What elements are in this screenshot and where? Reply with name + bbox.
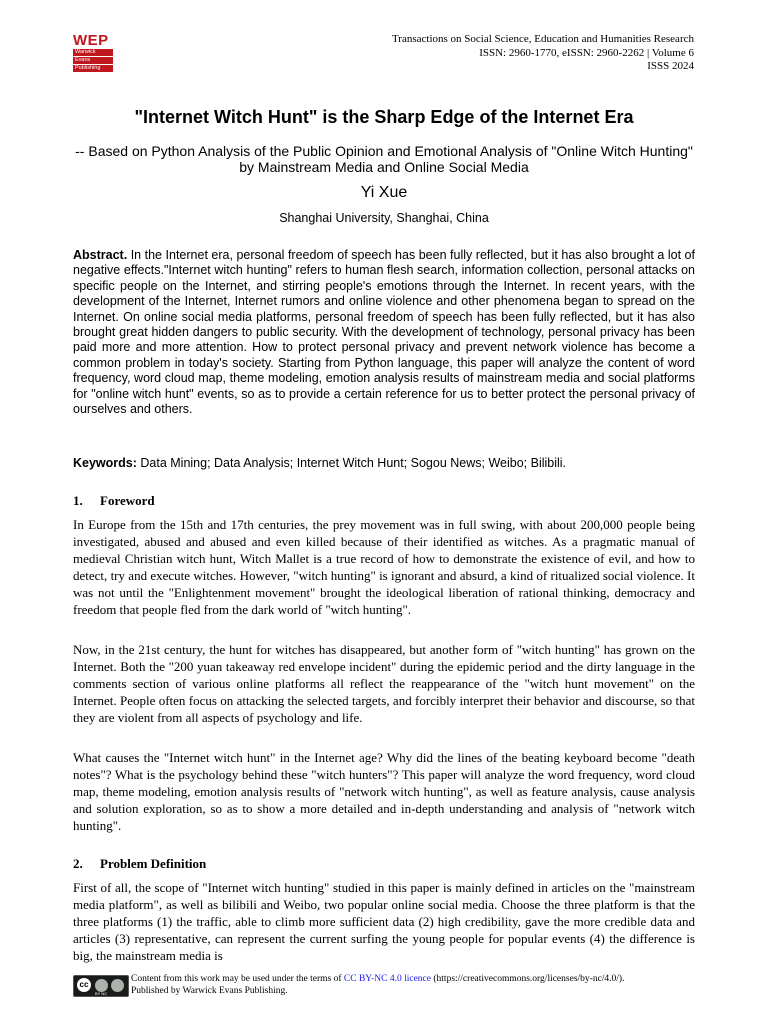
license-text-before: Content from this work may be used under the terms of [131, 974, 344, 984]
abstract [73, 248, 695, 417]
section-number: 2. [73, 856, 83, 871]
paragraph: Now, in the 21st century, the hunt for witches has disappeared, but another form of "witch hunting" has grown on the Internet. Both the "200 yuan takeaway red envelope incident" during the epidemic period and the dirty language in the comments section of various online platforms all reflect the reappearance of the "witch hunt movement" on the Internet. People often focus on attacking the selected targets, and forcibly interpret their behavior and discourse, so that they are violent from all aspects of psychology and life. [73, 642, 695, 725]
section-heading-problem-definition [73, 856, 206, 872]
license-text [131, 974, 624, 997]
logo-line-3: Publishing [73, 65, 113, 72]
logo-wordmark: WEP [73, 32, 109, 49]
paragraph: First of all, the scope of "Internet witch hunting" studied in this paper is mainly defined in articles on the "mainstream media platform", as well as bilibili and Weibo, two popular online social media. Choose the three platform is that the three platforms (1) the traffic, able to climb more sufficient data (2) high credibility, gave the more credible data and articles (3) representative, can represent the current surfing the young people for popular events (4) the difference is big, the mainstream media is [73, 880, 695, 963]
section-title: Problem Definition [100, 856, 207, 871]
publisher-logo [73, 34, 115, 72]
noncommercial-icon [111, 979, 124, 992]
journal-info [392, 33, 694, 74]
logo-line-2: Evans [73, 57, 113, 64]
keywords-text: Data Mining; Data Analysis; Internet Witch Hunt; Sogou News; Weibo; Bilibili. [136, 456, 567, 470]
abstract-text: In the Internet era, personal freedom of speech has been fully reflected, but it has also brought a lot of negative effects."Internet witch hunting" refers to human flesh search, information collection, personal attacks on specific people on the Internet, and stirring people's emotions through the Internet. In recent years, with the development of the Internet, Internet rumors and online violence and other phenomena began to spread on the Internet. On online social media platforms, personal freedom of speech has been fully reflected, but it has also brought great hidden dangers to public security. With the development of technology, personal privacy has been paid more and more attention. How to protect personal privacy and prevent network violence has become a common problem in today's society. Starting from Python language, this paper will analyze the content of word frequency, word cloud map, theme modeling, emotion analysis results of mainstream media and social platforms for "online witch hunt" events, so as to provide a certain reference for us to better protect the personal privacy of ourselves and others. [73, 248, 695, 417]
keywords-label: Keywords: [73, 456, 137, 470]
author-affiliation: Shanghai University, Shanghai, China [279, 211, 489, 225]
journal-issue: ISSS 2024 [647, 60, 694, 72]
paper-title: "Internet Witch Hunt" is the Sharp Edge of the Internet Era [134, 107, 634, 127]
section-heading-foreword [73, 493, 155, 509]
license-link[interactable]: CC BY-NC 4.0 licence [343, 974, 431, 984]
section-title: Foreword [100, 493, 155, 508]
paper-subtitle: -- Based on Python Analysis of the Public Opinion and Emotional Analysis of "Online Witch Hunting" by Mainstream Media and Online Social Media [75, 143, 693, 175]
section-number: 1. [73, 493, 83, 508]
logo-line-1: Warwick [73, 49, 113, 56]
license-text-after: (https://creativecommons.org/licenses/by-nc/4.0/). [431, 974, 625, 984]
journal-name: Transactions on Social Science, Education and Humanities Research [391, 33, 694, 45]
author-name: Yi Xue [360, 184, 408, 201]
paragraph: What causes the "Internet witch hunt" in the Internet age? Why did the lines of the beating keyboard become "death notes"? What is the psychology behind these "witch hunters"? This paper will analyze the word frequency, word cloud map, theme modeling, emotion analysis results of "network witch hunting", as well as feature analysis, cause analysis and solution exploration, so as to show a more detailed and in-depth understanding and analysis of "network witch hunting". [73, 750, 695, 833]
keywords [73, 455, 695, 471]
cc-license-badge[interactable] [73, 975, 129, 997]
cc-icon: cc [77, 978, 91, 992]
publisher-credit: Published by Warwick Evans Publishing. [131, 985, 288, 996]
license-footer [73, 972, 695, 998]
cc-badge-label: BY NC [95, 991, 108, 996]
paragraph: In Europe from the 15th and 17th centuries, the prey movement was in full swing, with about 200,000 people being investigated, abused and abused and even killed because of their identified as witches. As a pragmatic manual of medieval Christian witch hunt, Witch Mallet is a true record of how to demonstrate the existence of evil, and how to detect, try and execute witches. However, "witch hunting" is ignorant and absurd, a kind of ritualized social violence. It was not until the "Enlightenment movement" brought the ideological liberation of rational thinking, democracy and freedom that people fled from the dark world of "witch hunting". [73, 517, 695, 617]
journal-issn: ISSN: 2960-1770, eISSN: 2960-2262 | Volume 6 [479, 46, 694, 59]
abstract-label: Abstract. [73, 248, 128, 262]
